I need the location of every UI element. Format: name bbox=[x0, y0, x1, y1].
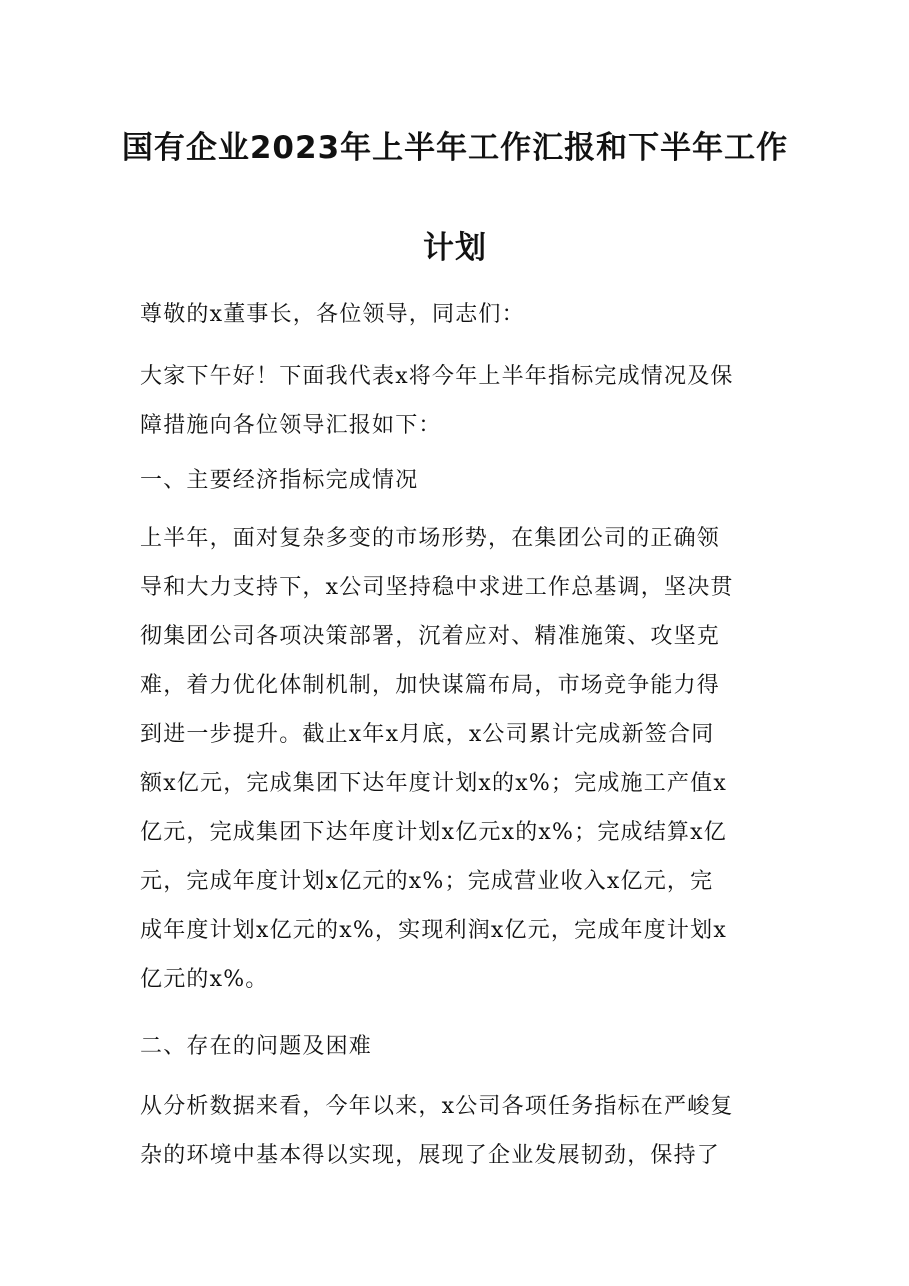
body-line: 成年度计划x亿元的x%，实现利润x亿元，完成年度计划x bbox=[140, 918, 727, 943]
section-2-body bbox=[140, 1082, 776, 1180]
intro-line: 障措施向各位领导汇报如下： bbox=[140, 413, 442, 438]
section-2-heading: 二、存在的问题及困难 bbox=[140, 1034, 373, 1059]
body-line: 亿元，完成集团下达年度计划x亿元x的x%；完成结算x亿 bbox=[140, 820, 727, 845]
document-title-line-1: 国有企业2023年上半年工作汇报和下半年工作 bbox=[121, 130, 789, 166]
section-1-body bbox=[140, 514, 776, 1004]
body-line: 到进一步提升。截止x年x月底，x公司累计完成新签合同 bbox=[140, 722, 715, 747]
section-1-heading: 一、主要经济指标完成情况 bbox=[140, 468, 419, 493]
intro-line: 大家下午好！下面我代表x将今年上半年指标完成情况及保 bbox=[140, 364, 734, 389]
salutation: 尊敬的x董事长，各位领导，同志们： bbox=[140, 302, 525, 327]
body-line: 从分析数据来看，今年以来，x公司各项任务指标在严峻复 bbox=[140, 1094, 734, 1119]
body-line: 彻集团公司各项决策部署，沉着应对、精准施策、攻坚克 bbox=[140, 624, 721, 649]
body-line: 上半年，面对复杂多变的市场形势，在集团公司的正确领 bbox=[140, 526, 721, 551]
body-line: 难，着力优化体制机制，加快谋篇布局，市场竞争能力得 bbox=[140, 673, 721, 698]
intro-paragraph bbox=[140, 352, 776, 450]
body-line: 导和大力支持下，x公司坚持稳中求进工作总基调，坚决贯 bbox=[140, 575, 734, 600]
body-line: 元，完成年度计划x亿元的x%；完成营业收入x亿元，完 bbox=[140, 869, 714, 894]
document-title-line-2: 计划 bbox=[423, 230, 487, 266]
body-line: 亿元的x%。 bbox=[140, 967, 269, 992]
body-line: 杂的环境中基本得以实现，展现了企业发展韧劲，保持了 bbox=[140, 1143, 721, 1168]
body-line: 额x亿元，完成集团下达年度计划x的x%；完成施工产值x bbox=[140, 771, 727, 796]
